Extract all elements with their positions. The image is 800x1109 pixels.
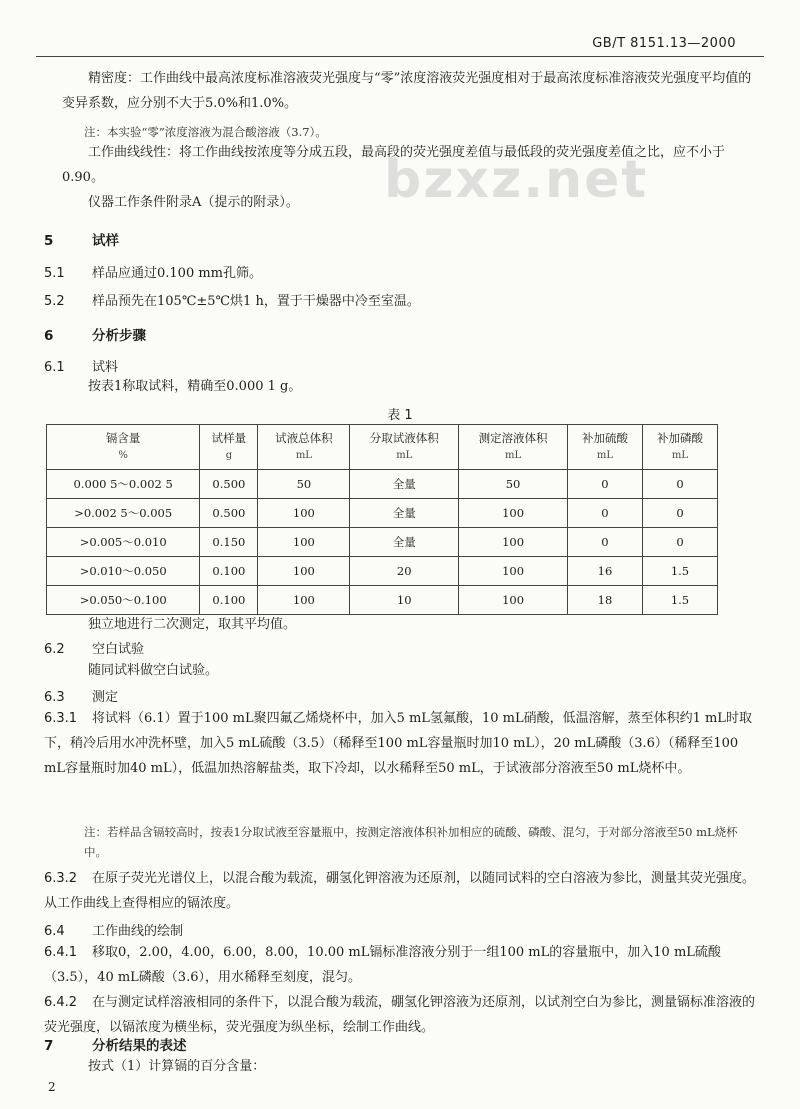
- table-cell: 50: [258, 470, 350, 499]
- linearity-paragraph: 工作曲线线性：将工作曲线按浓度等分成五段，最高段的荧光强度差值与最低段的荧光强度差值之比，应不小于0.90。: [62, 145, 726, 185]
- table-header-cell: 测定溶液体积 mL: [459, 425, 568, 470]
- table-header-row: [47, 425, 718, 470]
- clause-title: 工作曲线的绘制: [92, 924, 184, 939]
- table-cell: 0.150: [200, 528, 258, 557]
- clause-title: 试料: [92, 360, 119, 375]
- table-cell: 0: [567, 499, 642, 528]
- clause-6-2-text: 随同试料做空白试验。: [88, 663, 219, 678]
- table-cell: 20: [350, 557, 459, 586]
- clause-6-3-heading: [44, 686, 118, 705]
- clause-number: 6.3.1: [44, 711, 78, 726]
- table-cell: 18: [567, 586, 642, 615]
- standard-code-header: GB/T 8151.13—2000: [592, 36, 736, 51]
- table-cell: 0: [567, 470, 642, 499]
- clause-title: 空白试验: [92, 642, 145, 657]
- clause-6-3-1: [44, 706, 760, 781]
- clause-6-4-heading: [44, 920, 183, 939]
- table-cell: 1.5: [642, 586, 717, 615]
- clause-5-2: [44, 290, 420, 309]
- clause-number: 6.4: [44, 924, 65, 939]
- table-cell: 0.100: [200, 557, 258, 586]
- clause-text: 在与测定试样溶液相同的条件下，以混合酸为载流，硼氢化钾溶液为还原剂，以试剂空白为参比，测量镉标准溶液的荧光强度，以镉浓度为横坐标，荧光强度为纵坐标，绘制工作曲线。: [44, 995, 756, 1035]
- table-caption: 表 1: [387, 408, 413, 423]
- sample-table: [46, 424, 718, 615]
- table-header-cell: 试样量 g: [200, 425, 258, 470]
- table-row: [47, 528, 718, 557]
- table-cell: 0: [642, 528, 717, 557]
- clause-text: 移取0，2.00，4.00，6.00，8.00，10.00 mL镉标准溶液分别于一组100 mL的容量瓶中，加入10 mL硫酸（3.5），40 mL磷酸（3.6），用水稀释至刻度，混匀。: [44, 945, 721, 985]
- clause-text: 在原子荧光光谱仪上，以混合酸为载流，硼氢化钾溶液为还原剂，以随同试料的空白溶液为参比，测量其荧光强度。从工作曲线上查得相应的镉浓度。: [44, 871, 756, 911]
- clause-number: 5.2: [44, 294, 65, 309]
- clause-number: 6.3.2: [44, 871, 78, 886]
- section-6-heading: [44, 324, 146, 344]
- clause-6-1-heading: [44, 356, 118, 375]
- table-cell: 10: [350, 586, 459, 615]
- table-cell: 100: [258, 557, 350, 586]
- table-cell: >0.010～0.050: [47, 557, 200, 586]
- clause-text: 将试料（6.1）置于100 mL聚四氟乙烯烧杯中，加入5 mL氢氟酸，10 mL硝酸，低温溶解，蒸至体积约1 mL时取下，稍冷后用水冲洗杯壁，加入5 mL硫酸（3.5）（稀释至100 mL容量瓶时加10 mL），20 mL磷酸（3.6）（稀释至100 mL容量瓶时加40 mL），低温加热溶解盐类，取下冷却，以水稀释至50 mL，于试液部分溶液至50 mL烧杯中。: [44, 711, 752, 776]
- clause-number: 6.1: [44, 360, 65, 375]
- table-cell: 0.100: [200, 586, 258, 615]
- table-cell: 0: [642, 470, 717, 499]
- precision-paragraph: 精密度：工作曲线中最高浓度标准溶液荧光强度与“零”浓度溶液荧光强度相对于最高浓度标准溶液荧光强度平均值的变异系数，应分别不大于5.0%和1.0%。: [62, 71, 752, 111]
- watermark: bzxz.net: [384, 150, 649, 210]
- clause-title: 测定: [92, 690, 119, 705]
- clause-text: 样品预先在105℃±5℃烘1 h，置于干燥器中冷至室温。: [92, 294, 420, 309]
- table-cell: 100: [258, 528, 350, 557]
- clause-6-4-2: [44, 990, 760, 1040]
- table-cell: 0.000 5～0.002 5: [47, 470, 200, 499]
- table-cell: 0.500: [200, 470, 258, 499]
- clause-6-2-heading: [44, 638, 144, 657]
- clause-number: 6.2: [44, 642, 65, 657]
- clause-number: 6.4.2: [44, 995, 78, 1010]
- intro-note: 注：本实验“零”浓度溶液为混合酸溶液（3.7）。: [84, 125, 327, 139]
- table-cell: 100: [459, 557, 568, 586]
- table-cell: 100: [258, 586, 350, 615]
- table-cell: 0: [642, 499, 717, 528]
- table-cell: 50: [459, 470, 568, 499]
- table-cell: >0.005～0.010: [47, 528, 200, 557]
- clause-number: 6.3: [44, 690, 65, 705]
- section-7-text: 按式（1）计算镉的百分含量：: [88, 1059, 266, 1074]
- table-row: [47, 470, 718, 499]
- table-cell: 100: [459, 528, 568, 557]
- clause-6-4-1: [44, 940, 760, 990]
- header-rule: [36, 56, 764, 57]
- clause-text: 样品应通过0.100 mm孔筛。: [92, 266, 263, 281]
- clause-5-1: [44, 262, 262, 281]
- section-7-heading: [44, 1034, 187, 1054]
- table-cell: 0.500: [200, 499, 258, 528]
- after-table-text: 独立地进行二次测定，取其平均值。: [88, 617, 297, 632]
- table-cell: >0.050～0.100: [47, 586, 200, 615]
- table-cell: >0.002 5～0.005: [47, 499, 200, 528]
- table-header-cell: 镉含量 %: [47, 425, 200, 470]
- table-cell: 0: [567, 528, 642, 557]
- table-cell: 全量: [350, 470, 459, 499]
- table-header-cell: 试液总体积 mL: [258, 425, 350, 470]
- clause-6-1-text: 按表1称取试料，精确至0.000 1 g。: [88, 379, 302, 394]
- table-cell: 16: [567, 557, 642, 586]
- table-cell: 100: [459, 586, 568, 615]
- page-number: 2: [48, 1080, 56, 1094]
- table-header-cell: 补加磷酸 mL: [642, 425, 717, 470]
- clause-number: 6.4.1: [44, 945, 78, 960]
- table-row: [47, 499, 718, 528]
- section-number: 5: [44, 233, 54, 249]
- clause-6-3-1-note: 注：若样品含镉较高时，按表1分取试液至容量瓶中，按测定溶液体积补加相应的硫酸、磷酸、混匀，于对部分溶液至50 mL烧杯中。: [84, 825, 738, 859]
- table-row: [47, 557, 718, 586]
- section-number: 6: [44, 328, 54, 344]
- table-cell: 100: [459, 499, 568, 528]
- table-cell: 100: [258, 499, 350, 528]
- section-number: 7: [44, 1038, 54, 1054]
- table-header-cell: 分取试液体积 mL: [350, 425, 459, 470]
- table-header-cell: 补加硫酸 mL: [567, 425, 642, 470]
- section-title: 试样: [92, 233, 119, 249]
- clause-6-3-2: [44, 866, 760, 916]
- table-cell: 全量: [350, 528, 459, 557]
- table-row: [47, 586, 718, 615]
- section-title: 分析结果的表述: [92, 1038, 187, 1054]
- table-cell: 1.5: [642, 557, 717, 586]
- instrument-paragraph: 仪器工作条件附录A（提示的附录）。: [88, 195, 299, 210]
- section-5-heading: [44, 229, 119, 249]
- section-title: 分析步骤: [92, 328, 146, 344]
- table-cell: 全量: [350, 499, 459, 528]
- clause-number: 5.1: [44, 266, 65, 281]
